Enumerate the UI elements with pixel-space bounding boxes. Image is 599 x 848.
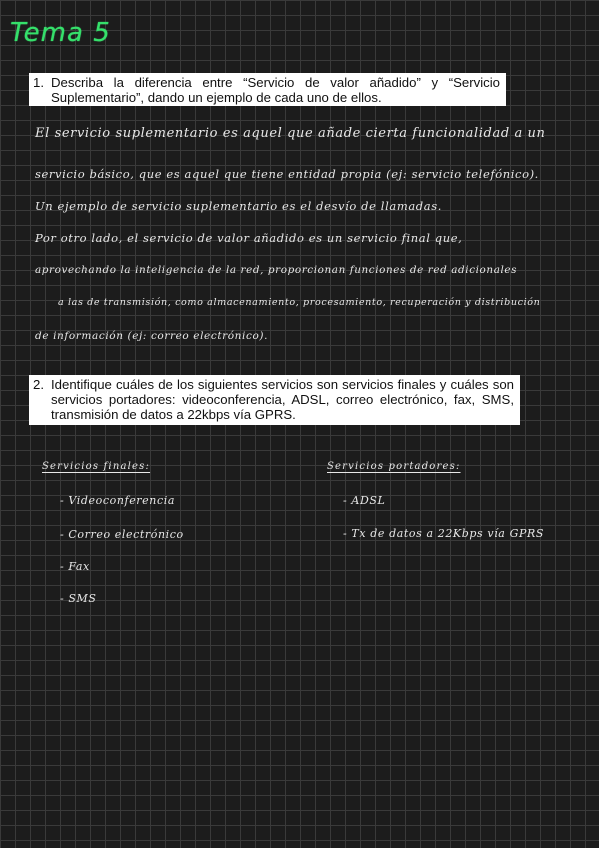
answer-1-line-7: de información (ej: correo electrónico). (35, 330, 269, 342)
answer-1-line-6: a las de transmisión, como almacenamiento, procesamiento, recuperación y distribución (58, 297, 541, 308)
finales-item: - Fax (60, 560, 90, 573)
question-1-number: 1. (33, 75, 44, 90)
question-1 (29, 73, 506, 106)
answer-1-line-2: servicio básico, que es aquel que tiene entidad propia (ej: servicio telefónico). (35, 167, 539, 181)
question-2-text: Identifique cuáles de los siguientes servicios son servicios finales y cuáles son servicios portadores: videoconferencia, ADSL, correo electrónico, fax, SMS, transmisión de datos a 22kbps vía GPRS. (51, 377, 514, 422)
question-2-number: 2. (33, 377, 44, 392)
portadores-heading: Servicios portadores: (327, 461, 461, 472)
finales-heading: Servicios finales: (42, 461, 151, 472)
answer-1-line-4: Por otro lado, el servicio de valor añadido es un servicio final que, (35, 231, 463, 245)
page-title: Tema 5 (10, 18, 111, 48)
portadores-item: - Tx de datos a 22Kbps vía GPRS (343, 527, 544, 540)
finales-item: - Correo electrónico (60, 528, 184, 541)
question-2 (29, 375, 520, 425)
answer-1-line-3: Un ejemplo de servicio suplementario es el desvío de llamadas. (35, 199, 442, 213)
question-1-text: Describa la diferencia entre “Servicio de valor añadido” y “Servicio Suplementario”, dando un ejemplo de cada uno de ellos. (51, 75, 500, 105)
answer-1-line-1: El servicio suplementario es aquel que añade cierta funcionalidad a un (35, 126, 546, 141)
portadores-item: - ADSL (343, 494, 386, 507)
finales-item: - SMS (60, 592, 97, 605)
finales-item: - Videoconferencia (60, 494, 175, 507)
answer-1-line-5: aprovechando la inteligencia de la red, proporcionan funciones de red adicionales (35, 264, 518, 276)
